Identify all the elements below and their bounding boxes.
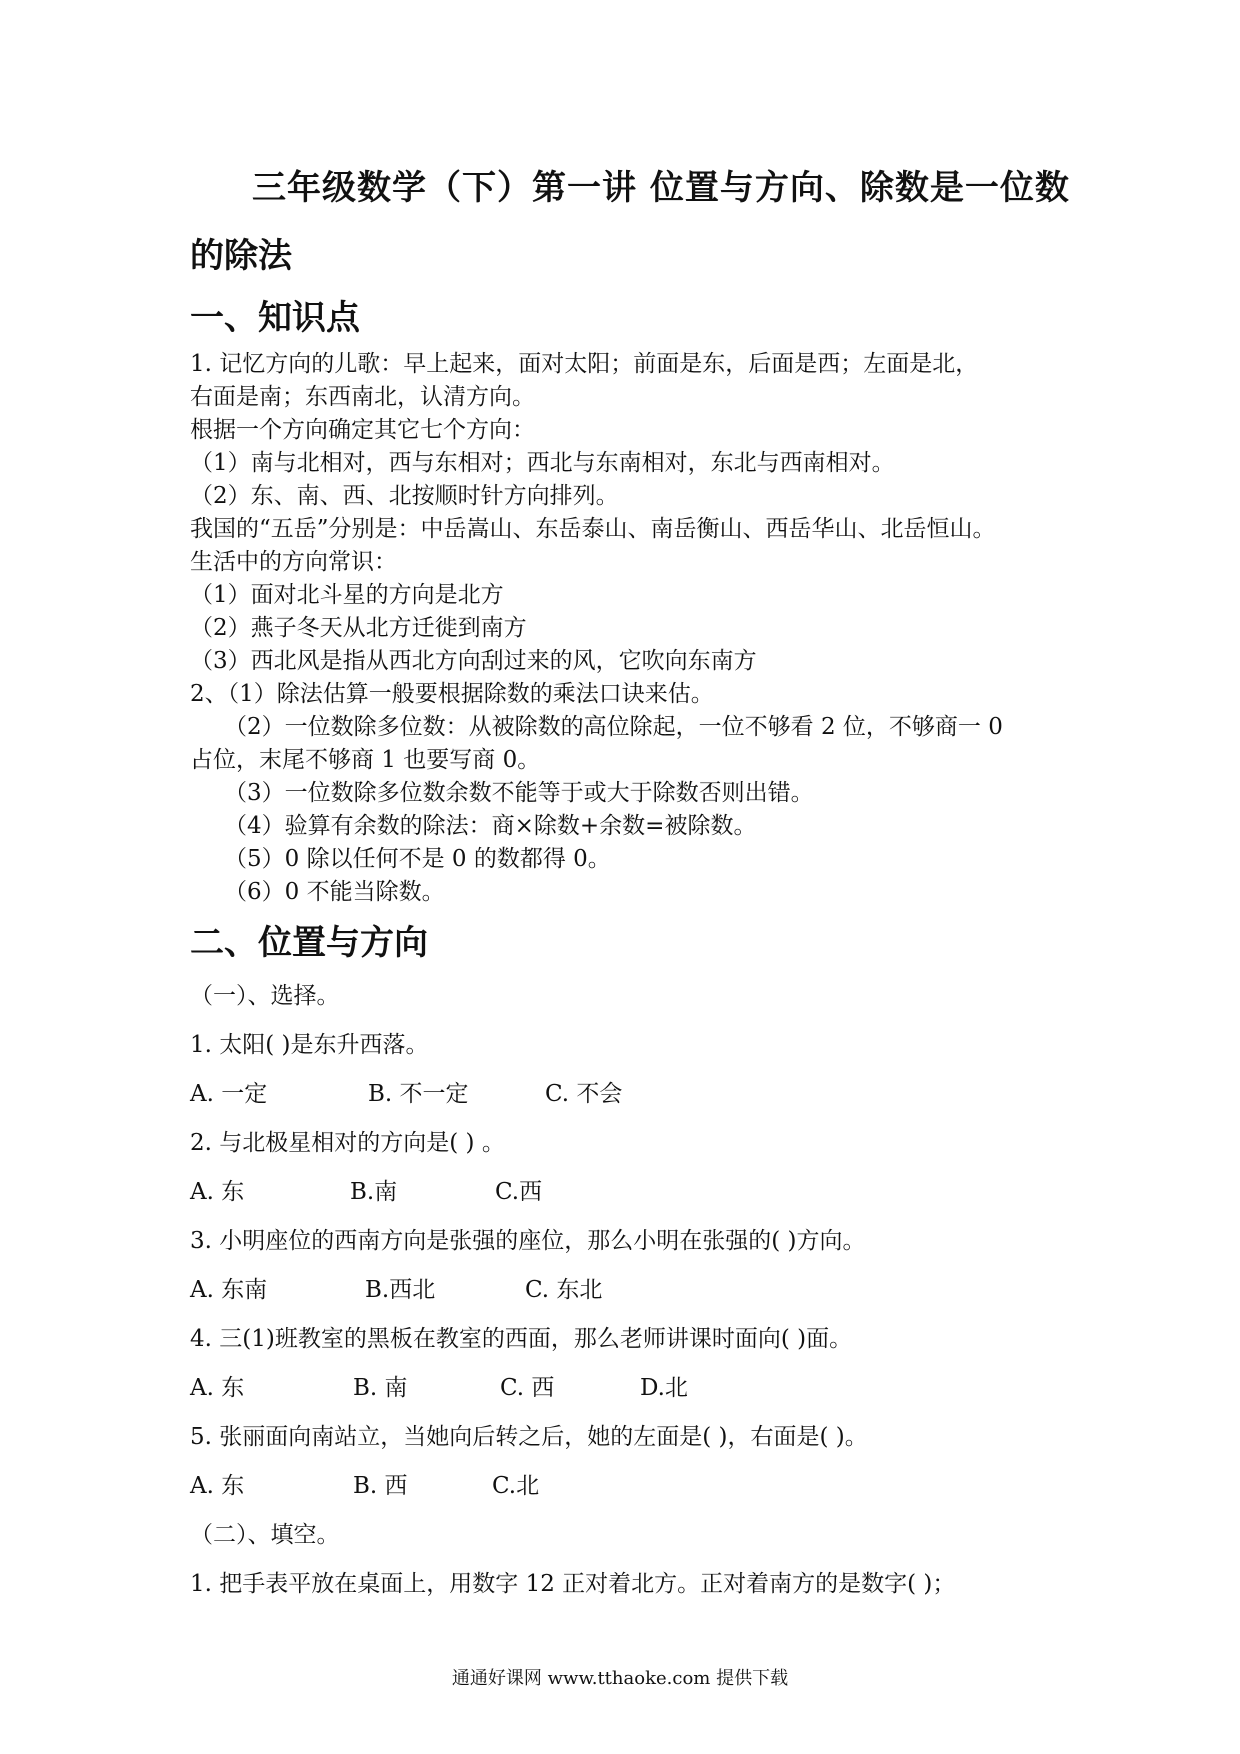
section2-heading: 二、位置与方向 — [190, 923, 428, 963]
section1-heading: 一、知识点 — [190, 298, 360, 338]
kp-line: 生活中的方向常识： — [190, 549, 397, 575]
question-3: 3. 小明座位的西南方向是张强的座位，那么小明在张强的( )方向。 — [190, 1228, 866, 1254]
option: A. 东 — [190, 1375, 245, 1401]
kp-line: （3）西北风是指从西北方向刮过来的风，它吹向东南方 — [190, 648, 757, 674]
option: A. 一定 — [190, 1081, 268, 1107]
kp-line: （2）东、南、西、北按顺时针方向排列。 — [190, 483, 619, 509]
question-4: 4. 三(1)班教室的黑板在教室的西面，那么老师讲课时面向( )面。 — [190, 1326, 853, 1352]
kp-line: （5）0 除以任何不是 0 的数都得 0。 — [224, 846, 611, 872]
option: A. 东 — [190, 1179, 245, 1205]
kp-line: 1. 记忆方向的儿歌：早上起来，面对太阳；前面是东，后面是西；左面是北， — [190, 351, 979, 377]
option: B.南 — [350, 1179, 398, 1205]
option: A. 东 — [190, 1473, 245, 1499]
kp-line: （1）南与北相对，西与东相对；西北与东南相对，东北与西南相对。 — [190, 450, 895, 476]
knowledge-points — [190, 348, 1070, 909]
option: A. 东南 — [190, 1277, 268, 1303]
fill-question-1: 1. 把手表平放在桌面上，用数字 12 正对着北方。正对着南方的是数字( )； — [190, 1571, 956, 1597]
question-1: 1. 太阳( )是东升西落。 — [190, 1032, 429, 1058]
kp-line: （3）一位数除多位数余数不能等于或大于除数否则出错。 — [224, 780, 814, 806]
option: D.北 — [640, 1375, 688, 1401]
kp-line: （1）面对北斗星的方向是北方 — [190, 582, 504, 608]
option: C.西 — [495, 1179, 543, 1205]
kp-line: 根据一个方向确定其它七个方向： — [190, 417, 535, 443]
kp-line: 2、（1）除法估算一般要根据除数的乘法口诀来估。 — [190, 681, 714, 707]
option: B. 西 — [353, 1473, 408, 1499]
option: C.北 — [492, 1473, 540, 1499]
option: B.西北 — [365, 1277, 436, 1303]
document-title-line2: 的除法 — [190, 236, 292, 276]
kp-line: 占位，末尾不够商 1 也要写商 0。 — [190, 747, 541, 773]
part2-label: （二）、填空。 — [190, 1522, 340, 1548]
kp-line: （6）0 不能当除数。 — [224, 879, 445, 905]
footer: 通通好课网 www.tthaoke.com 提供下载 — [451, 1668, 789, 1689]
option: C. 不会 — [545, 1081, 623, 1107]
kp-line: （2）燕子冬天从北方迁徙到南方 — [190, 615, 527, 641]
question-5: 5. 张丽面向南站立，当她向后转之后，她的左面是( )，右面是( )。 — [190, 1424, 868, 1450]
kp-line: 我国的“五岳”分别是：中岳嵩山、东岳泰山、南岳衡山、西岳华山、北岳恒山。 — [190, 516, 996, 542]
option: B. 不一定 — [368, 1081, 469, 1107]
kp-line: （4）验算有余数的除法：商×除数+余数=被除数。 — [224, 813, 757, 839]
option: C. 西 — [500, 1375, 555, 1401]
kp-line: （2）一位数除多位数：从被除数的高位除起，一位不够看 2 位，不够商一 0 — [224, 714, 1003, 740]
document-title-line1: 三年级数学（下）第一讲 位置与方向、除数是一位数 — [252, 168, 1070, 208]
option: B. 南 — [353, 1375, 408, 1401]
part1-label: （一）、选择。 — [190, 983, 340, 1009]
question-2: 2. 与北极星相对的方向是( ) 。 — [190, 1130, 505, 1156]
option: C. 东北 — [525, 1277, 603, 1303]
kp-line: 右面是南；东西南北，认清方向。 — [190, 384, 535, 410]
